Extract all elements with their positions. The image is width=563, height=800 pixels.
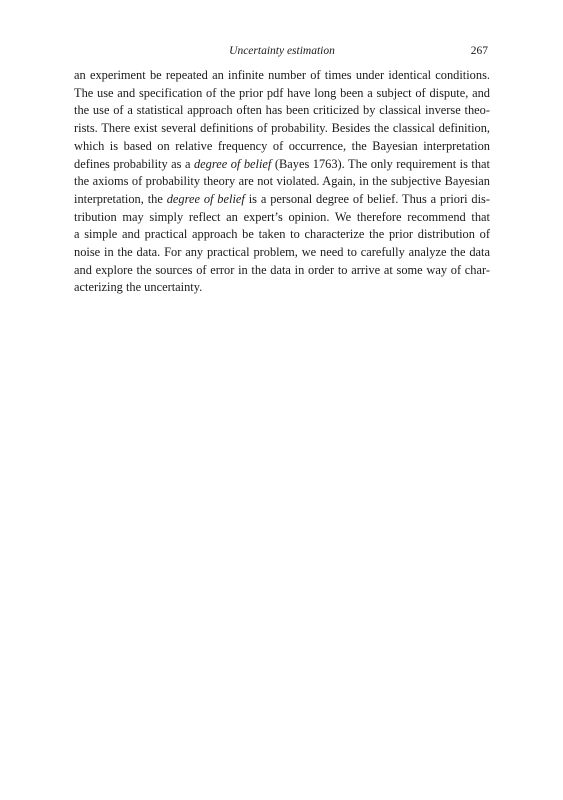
text-line: rists. There exist several definitions of probability. Besides the classical definition, [74, 121, 490, 136]
text-run: (Bayes 1763). The only requirement is that [271, 156, 490, 171]
text-line: an experiment be repeated an infinite number of times under identical conditions. [74, 68, 490, 82]
body-paragraph [74, 67, 490, 297]
text-line: noise in the data. For any practical problem, we need to carefully analyze the data [74, 245, 490, 260]
text-line [74, 156, 490, 174]
text-line: acterizing the uncertainty. [74, 280, 203, 295]
text-line: and explore the sources of error in the data in order to arrive at some way of char- [74, 262, 490, 277]
running-head [74, 43, 490, 59]
text-line: tribution may simply reflect an expert’s opinion. We therefore recommend that [74, 209, 490, 224]
page-number: 267 [470, 45, 488, 57]
text-run: interpretation, the [74, 191, 167, 206]
text-line: which is based on relative frequency of occurrence, the Bayesian interpretation [74, 138, 490, 153]
text-line [74, 191, 490, 209]
text-line: The use and specification of the prior pdf have long been a subject of dispute, and [74, 85, 490, 100]
text-line: a simple and practical approach be taken to characterize the prior distribution of [74, 227, 490, 242]
text-run: defines probability as a [74, 156, 194, 171]
running-title: Uncertainty estimation [229, 45, 335, 57]
text-line: the axioms of probability theory are not violated. Again, in the subjective Bayesian [74, 174, 490, 189]
emphasized-term: degree of belief [193, 156, 272, 171]
text-run: is a personal degree of belief. Thus a priori dis- [244, 191, 490, 206]
text-line: the use of a statistical approach often has been criticized by classical inverse theo- [74, 103, 490, 118]
emphasized-term: degree of belief [166, 191, 245, 206]
